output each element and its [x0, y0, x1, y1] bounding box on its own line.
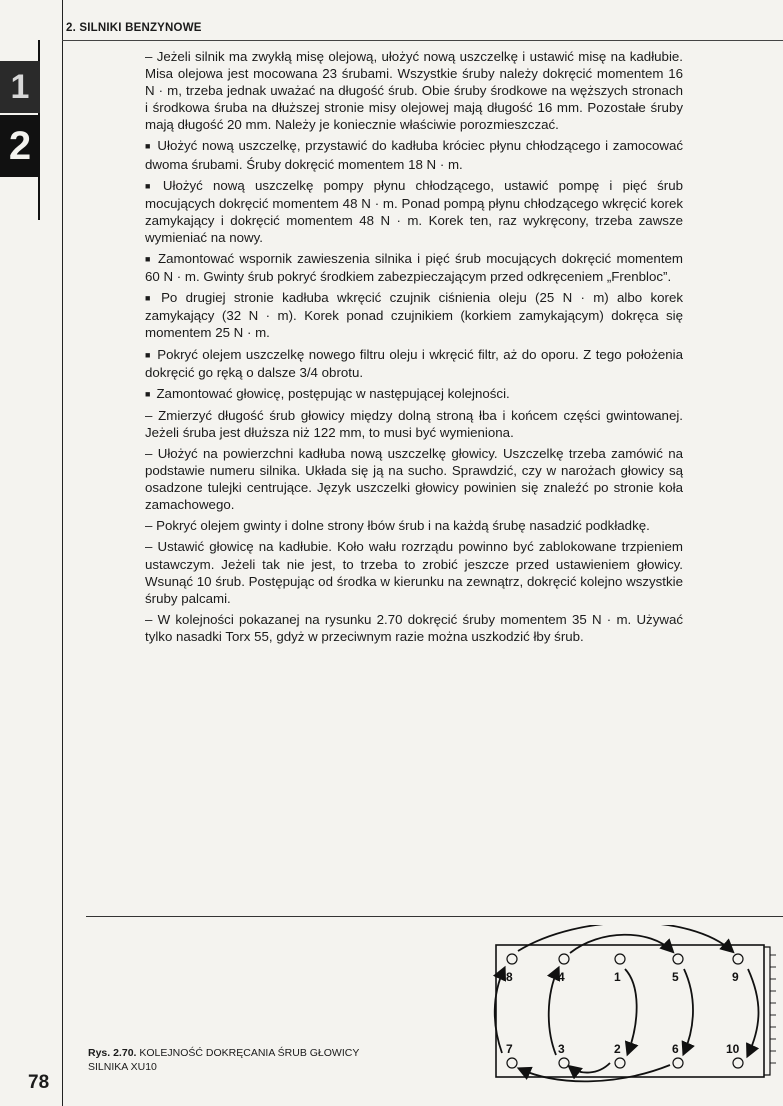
- chapter-tab-1: 1: [0, 61, 40, 113]
- page-number: 78: [28, 1072, 50, 1093]
- bolt-hole-7: [507, 1058, 517, 1068]
- bolt-hole-6: [673, 1058, 683, 1068]
- body-text: [145, 48, 683, 649]
- bolt-label-8: 8: [506, 970, 513, 984]
- sequence-arrow-4-5: [570, 935, 672, 953]
- bolt-hole-3: [559, 1058, 569, 1068]
- bolt-hole-1: [615, 954, 625, 964]
- sequence-arrow-9-10: [748, 969, 759, 1055]
- bolt-label-7: 7: [506, 1042, 513, 1056]
- sequence-arrow-1-2: [625, 969, 637, 1053]
- bolt-label-4: 4: [558, 970, 565, 984]
- bolt-hole-10: [733, 1058, 743, 1068]
- sequence-arrow-5-6: [684, 969, 693, 1053]
- paragraph: – Ułożyć na powierzchni kadłuba nową uszczelkę głowicy. Uszczelkę trzeba zamówić na podstawie numeru silnika. Układa się ją na sucho. Sprawdzić, czy w narożach głowicy są osadzone tulejki centrujące. Język uszczelki głowicy powinien się znaleźć po stronie koła zamachowego.: [145, 445, 683, 513]
- bolt-hole-4: [559, 954, 569, 964]
- head-end-plate: [764, 947, 770, 1075]
- paragraph: – W kolejności pokazanej na rysunku 2.70 dokręcić śruby momentem 35 N · m. Używać tylko nasadki Torx 55, gdyż w przeciwnym razie można uszkodzić łby śrub.: [145, 611, 683, 644]
- bullet-paragraph: ■ Zamontować głowicę, postępując w następującej kolejności.: [145, 385, 683, 403]
- figure-number: Rys. 2.70.: [88, 1047, 137, 1059]
- sequence-arrow-6-7: [520, 1065, 670, 1081]
- paragraph: – Zmierzyć długość śrub głowicy między dolną stroną łba i końcem części gwintowanej. Jeżeli śruba jest dłuższa niż 122 mm, to musi być wymieniona.: [145, 407, 683, 440]
- sequence-arrow-8-9: [518, 925, 732, 951]
- paragraph: – Jeżeli silnik ma zwykłą misę olejową, ułożyć nową uszczelkę i ustawić misę na kadłubie. Misa olejowa jest mocowana 23 śrubami. Wszystkie śruby należy dokręcić momentem 16 N · m, trzeba jednak uważać na długość śrub. Obie śruby środkowe na węższych stronach i środkowa śruba na dłuższej stronie misy olejowej mają długość 16 mm. Pozostałe śruby mają długość 20 mm. Należy je koniecznie właściwie porozmieszczać.: [145, 49, 683, 133]
- figure-caption-line2: SILNIKA XU10: [88, 1061, 157, 1073]
- chapter-tab-2: 2: [0, 115, 40, 177]
- bolt-hole-2: [615, 1058, 625, 1068]
- bolt-hole-9: [733, 954, 743, 964]
- head-bolt-sequence-diagram: [480, 925, 780, 1085]
- bolt-hole-5: [673, 954, 683, 964]
- bolt-label-3: 3: [558, 1042, 565, 1056]
- bolt-label-10: 10: [726, 1042, 740, 1056]
- bullet-paragraph: ■ Po drugiej stronie kadłuba wkręcić czujnik ciśnienia oleju (25 N · m) albo korek zamykający (32 N · m). Korek ponad czujnikiem (korkiem zamykającym) dokręca się momentem 25 N · m.: [145, 289, 683, 341]
- left-margin-rule: [62, 0, 63, 1106]
- running-head: 2. SILNIKI BENZYNOWE: [66, 22, 202, 34]
- figure-caption: [88, 1046, 359, 1074]
- bullet-paragraph: ■ Zamontować wspornik zawieszenia silnika i pięć śrub mocujących dokręcić momentem 60 N · m. Gwinty śrub pokryć środkiem zabezpieczającym przed odkręceniem „Frenbloc”.: [145, 250, 683, 285]
- bolt-hole-8: [507, 954, 517, 964]
- figure-divider: [86, 916, 783, 917]
- figure-caption-line1: KOLEJNOŚĆ DOKRĘCANIA ŚRUB GŁOWICY: [139, 1047, 360, 1059]
- bolt-label-1: 1: [614, 970, 621, 984]
- bullet-paragraph: ■ Ułożyć nową uszczelkę pompy płynu chłodzącego, ustawić pompę i pięć śrub mocujących dokręcić momentem 48 N · m. Ponad pompą płynu chłodzącego wkręcić korek zamykający i dokręcić momentem 48 N · m. Korek ten, raz wykręcony, trzeba zawsze wymieniać na nowy.: [145, 177, 683, 246]
- cylinder-head-outline: [496, 945, 764, 1077]
- paragraph: – Ustawić głowicę na kadłubie. Koło wału rozrządu powinno być zablokowane trzpieniem ustawczym. Jeżeli tak nie jest, to trzeba to zrobić jeszcze przed ustawieniem głowicy. Wsunąć 10 śrub. Postępując od środka w kierunku na zewnątrz, dokręcić kolejno wszystkie śruby palcami.: [145, 539, 683, 606]
- bullet-paragraph: ■ Ułożyć nową uszczelkę, przystawić do kadłuba króciec płynu chłodzącego i zamocować dwoma śrubami. Śruby dokręcić momentem 18 N · m.: [145, 137, 683, 172]
- bullet-paragraph: ■ Pokryć olejem uszczelkę nowego filtru oleju i wkręcić filtr, aż do oporu. Z tego położenia dokręcić go ręką o dalsze 3/4 obrotu.: [145, 346, 683, 381]
- bolt-label-9: 9: [732, 970, 739, 984]
- paragraph: – Pokryć olejem gwinty i dolne strony łbów śrub i na każdą śrubę nasadzić podkładkę.: [145, 518, 650, 534]
- bolt-label-2: 2: [614, 1042, 621, 1056]
- bolt-label-6: 6: [672, 1042, 679, 1056]
- header-divider: [62, 40, 783, 41]
- sequence-arrow-2-3: [570, 1063, 610, 1073]
- bolt-label-5: 5: [672, 970, 679, 984]
- sequence-arrow-3-4: [549, 969, 558, 1055]
